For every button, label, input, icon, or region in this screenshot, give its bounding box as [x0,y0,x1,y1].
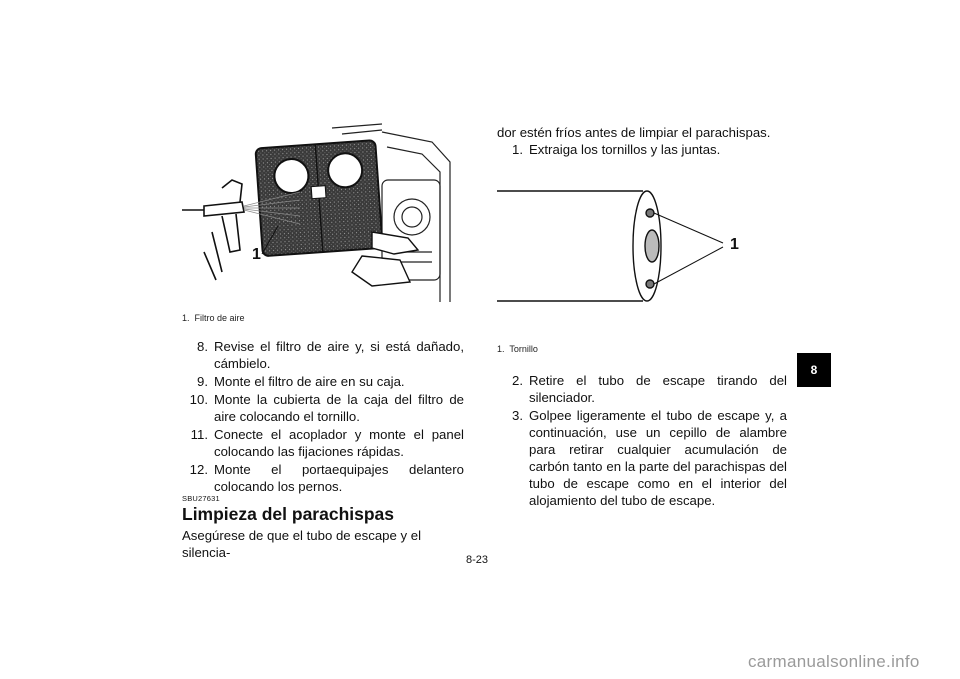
figure1-caption-text: Filtro de aire [194,313,245,323]
watermark: carmanualsonline.info [748,652,920,671]
right-continuation: dor estén fríos antes de limpiar el parachispas. [497,125,771,140]
figure2-caption-num: 1. [497,344,505,354]
section-title: Limpieza del parachispas [182,504,395,524]
air-filter-illustration [182,122,454,308]
section-code: SBU27631 [182,494,220,503]
list-item: 1. Extraiga los tornillos y las juntas. [512,142,721,157]
air-filter-drawing [182,122,454,308]
list-item: 3. Golpee ligeramente el tubo de escape y, a continuación, use un cepillo de alambre para retirar cualquier acumulación de carbón tanto en la parte del parachispas del tubo de escape como en el interior del alojamiento del tubo de escape. [512,408,787,508]
figure1-caption [182,313,245,323]
list-item: 8. Revise el filtro de aire y, si está dañado, cámbielo. [197,339,464,371]
list-item: 2. Retire el tubo de escape tirando del silenciador. [512,373,787,405]
list-item: 11. Conecte el acoplador y monte el panel colocando las fijaciones rápidas. [190,427,464,459]
figure2-caption-text: Tornillo [509,344,538,354]
page-number: 8-23 [466,554,489,566]
figure1-callout: 1 [252,246,261,263]
list-item: 10. Monte la cubierta de la caja del filtro de aire colocando el tornillo. [189,392,464,424]
figure2-callout: 1 [730,236,739,253]
steps-right-list [497,372,787,510]
exhaust-pipe-drawing [497,185,753,310]
list-item: 9. Monte el filtro de aire en su caja. [197,374,405,389]
steps-left-list [182,338,464,496]
figure1-caption-num: 1. [182,313,190,323]
figure2-caption [497,344,538,354]
chapter-tab: 8 [797,353,831,387]
exhaust-pipe-illustration [497,185,753,310]
right-step1 [497,141,787,159]
list-item: 12. Monte el portaequipajes delantero colocando los pernos. [189,462,464,494]
section-intro: Asegúrese de que el tubo de escape y el silencia- [182,528,422,560]
